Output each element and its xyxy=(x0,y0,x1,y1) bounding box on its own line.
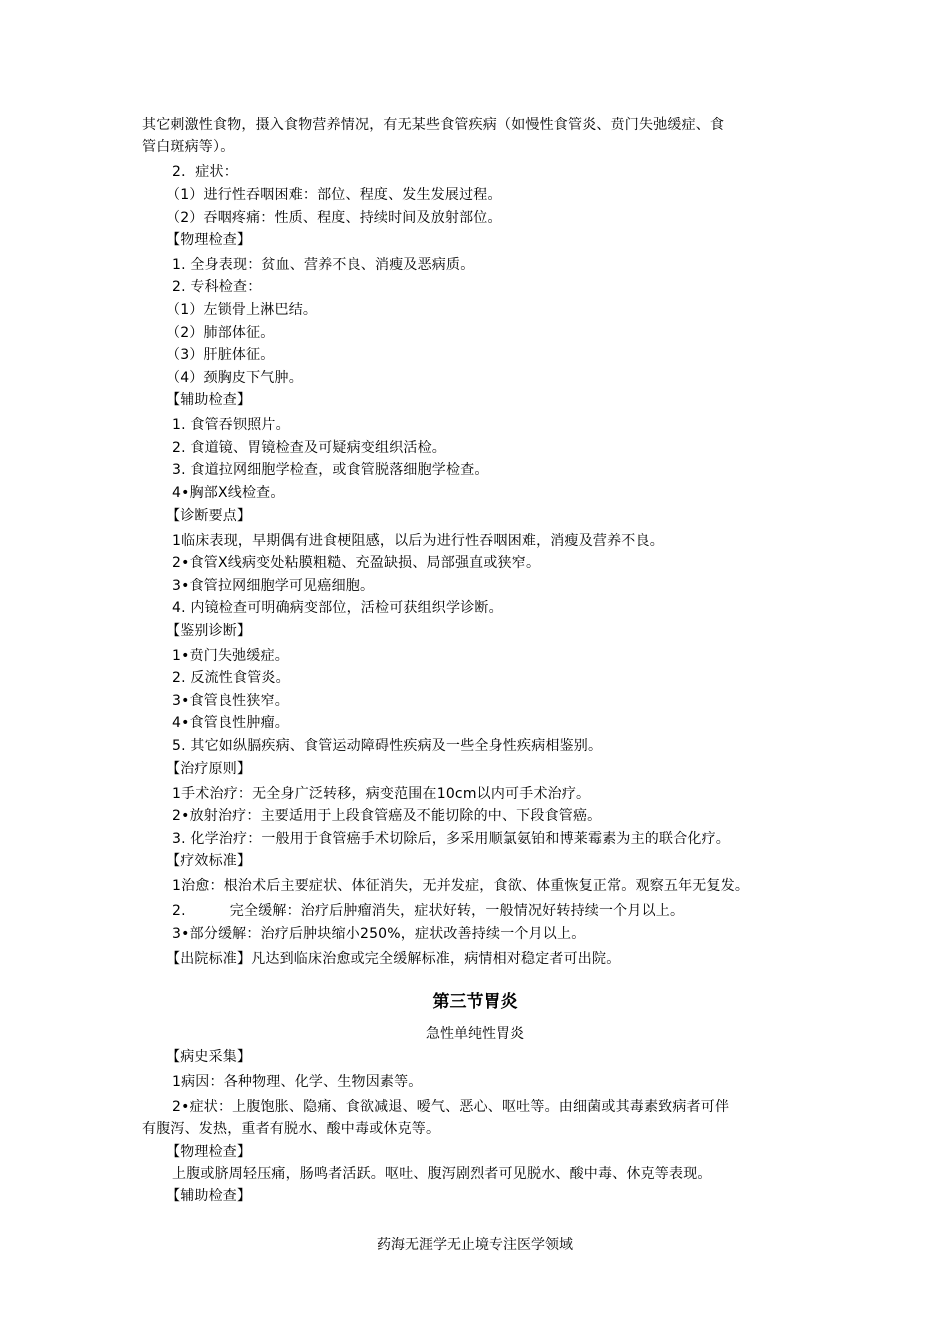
section-heading: 【辅助检查】 xyxy=(166,1188,252,1204)
text-line: 2. 食道镜、胃镜检查及可疑病变组织活检。 xyxy=(172,440,447,456)
text-line: 2. 反流性食管炎。 xyxy=(172,670,290,686)
text-line: 4•胸部X线检查。 xyxy=(172,485,285,501)
text-line: （4）颈胸皮下气肿。 xyxy=(166,370,303,386)
text-line: （1）左锁骨上淋巴结。 xyxy=(166,302,318,318)
text-line: 4•食管良性肿瘤。 xyxy=(172,715,289,731)
text-line: 2．症状： xyxy=(172,164,238,180)
text-line: 1. 全身表现：贫血、营养不良、消瘦及恶病质。 xyxy=(172,257,475,273)
section-heading: 【物理检查】 xyxy=(166,1144,252,1160)
section-heading: 【诊断要点】 xyxy=(166,508,252,524)
list-text: 完全缓解：治疗后肿瘤消失，症状好转，一般情况好转持续一个月以上。 xyxy=(229,903,685,919)
text-line: （3）肝脏体征。 xyxy=(166,347,275,363)
section-subtitle: 急性单纯性胃炎 xyxy=(426,1026,524,1042)
text-line: 其它刺激性食物，摄入食物营养情况，有无某些食管疾病（如慢性食管炎、贲门失弛缓症、食 xyxy=(142,117,725,133)
text-line: 【出院标准】凡达到临床治愈或完全缓解标准，病情相对稳定者可出院。 xyxy=(166,951,621,967)
text-line: 1. 食管吞钡照片。 xyxy=(172,417,290,433)
text-line: 3. 化学治疗：一般用于食管癌手术切除后，多采用顺氯氨铂和博莱霉素为主的联合化疗。 xyxy=(172,831,731,847)
text-line xyxy=(172,901,684,921)
section-heading: 【物理检查】 xyxy=(166,232,252,248)
text-line: 1病因：各种物理、化学、生物因素等。 xyxy=(172,1074,423,1090)
text-line: 上腹或脐周轻压痛，肠鸣者活跃。呕吐、腹泻剧烈者可见脱水、酸中毒、休克等表现。 xyxy=(172,1166,712,1182)
list-number: 2. xyxy=(172,903,186,919)
section-heading: 【病史采集】 xyxy=(166,1049,252,1065)
text-line: 3•食管良性狭窄。 xyxy=(172,693,289,709)
section-heading: 【辅助检查】 xyxy=(166,392,252,408)
section-heading: 【疗效标准】 xyxy=(166,853,252,869)
text-line: 1手术治疗：无全身广泛转移，病变范围在10cm以内可手术治疗。 xyxy=(172,786,591,802)
text-line: 2•放射治疗：主要适用于上段食管癌及不能切除的中、下段食管癌。 xyxy=(172,808,602,824)
text-line: 2•症状：上腹饱胀、隐痛、食欲减退、嗳气、恶心、呕吐等。由细菌或其毒素致病者可伴 xyxy=(172,1099,730,1115)
section-title: 第三节胃炎 xyxy=(432,992,518,1012)
text-line: 有腹泻、发热，重者有脱水、酸中毒或休克等。 xyxy=(142,1121,441,1137)
text-line: （2）吞咽疼痛：性质、程度、持续时间及放射部位。 xyxy=(166,210,502,226)
text-line: 1临床表现，早期偶有进食梗阻感，以后为进行性吞咽困难，消瘦及营养不良。 xyxy=(172,533,664,549)
text-line: 4. 内镜检查可明确病变部位，活检可获组织学诊断。 xyxy=(172,600,503,616)
text-line: 1•贲门失弛缓症。 xyxy=(172,648,289,664)
text-line: （2）肺部体征。 xyxy=(166,325,275,341)
text-line: （1）进行性吞咽困难：部位、程度、发生发展过程。 xyxy=(166,187,502,203)
text-line: 2•食管X线病变处粘膜粗糙、充盈缺损、局部强直或狭窄。 xyxy=(172,555,541,571)
section-heading: 【鉴别诊断】 xyxy=(166,623,252,639)
text-line: 3•部分缓解：治疗后肿块缩小250%，症状改善持续一个月以上。 xyxy=(172,926,586,942)
text-line: 3•食管拉网细胞学可见癌细胞。 xyxy=(172,578,375,594)
text-line: 2. 专科检查： xyxy=(172,279,262,295)
text-line: 1治愈：根治术后主要症状、体征消失，无并发症，食欲、体重恢复正常。观察五年无复发。 xyxy=(172,878,750,894)
text-line: 5. 其它如纵膈疾病、食管运动障碍性疾病及一些全身性疾病相鉴别。 xyxy=(172,738,603,754)
text-line: 管白斑病等）。 xyxy=(142,139,235,155)
page-footer: 药海无涯学无止境专注医学领域 xyxy=(377,1237,573,1253)
section-heading: 【治疗原则】 xyxy=(166,761,252,777)
text-line: 3. 食道拉网细胞学检查，或食管脱落细胞学检查。 xyxy=(172,462,489,478)
